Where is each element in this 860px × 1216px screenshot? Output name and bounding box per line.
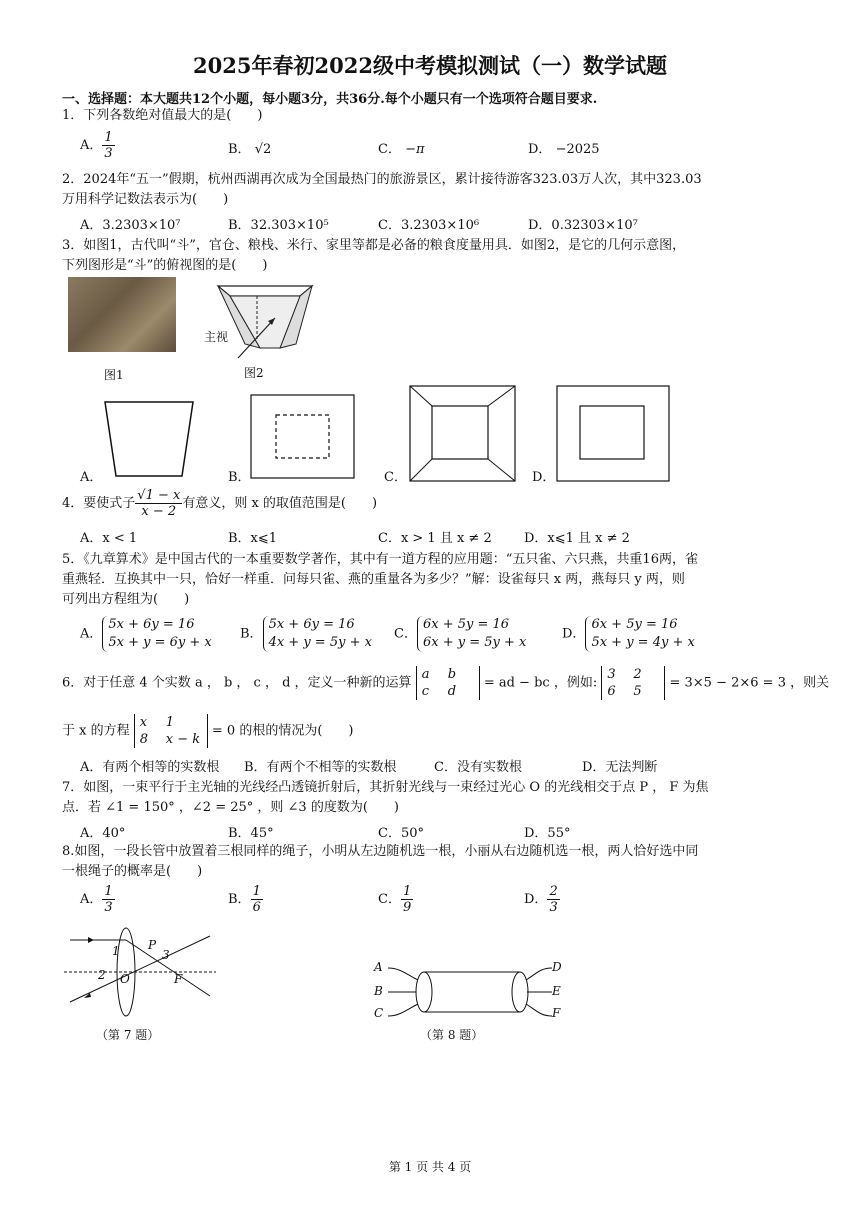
q3-stem-1: 3．如图1，古代叫“斗”，官仓、粮栈、米行、家里等都是必备的粮食度量用具．如图2，是它的几何示意图，: [62, 238, 686, 253]
label-f: F: [174, 972, 183, 986]
label-p: P: [148, 938, 157, 952]
label-a: A: [374, 960, 383, 974]
q8-option-b: B． $\frac{1}{6}$: [228, 884, 261, 915]
q6-option-c: C．没有实数根: [434, 760, 522, 775]
q7-stem-2: 点．若 ∠1 = 150° ，∠2 = 25° ，则 ∠3 的度数为( ): [62, 800, 399, 815]
q3-stem-2: 下列图形是“斗”的俯视图的是( ): [62, 258, 268, 273]
q6-stem-1: 6．对于任意 4 个实数 a ， b ， c ， d ，定义一种新的运算 a b c d = ad − bc ，例如: 3 2 6 5 = 3×5 − 2×6 = 3 ，则关: [62, 667, 830, 699]
label-o: O: [120, 972, 130, 986]
fig8-caption: （第 8 题）: [420, 1028, 484, 1042]
q1-stem: 1．下列各数绝对值最大的是( ): [62, 108, 263, 123]
dou-geometry-figure: [200, 278, 320, 373]
q4-option-d: D．x⩽1 且 x ≠ 2: [524, 531, 630, 546]
q7-option-a: A．40°: [80, 826, 126, 841]
q4-stem: 4．要使式子 $\frac{√1 - x}{x - 2}$ 有意义，则 x 的取值范围是( ): [62, 488, 378, 519]
q1-option-c: C． −π: [378, 142, 425, 157]
label-c: C: [374, 1006, 384, 1020]
q3-option-b: B．: [228, 470, 251, 485]
q5-option-b: B．5x + 6y = 16 4x + y = 5y + x: [240, 617, 372, 650]
q5-option-d: D．6x + 5y = 16 5x + y = 4y + x: [562, 617, 695, 650]
q4-option-c: C．x > 1 且 x ≠ 2: [378, 531, 492, 546]
q6-stem-2: 于 x 的方程 x 1 8 x − k = 0 的根的情况为( ): [62, 715, 354, 747]
q2-stem-2: 万用科学记数法表示为( ): [62, 192, 229, 207]
page-footer: 第 1 页 共 4 页: [388, 1160, 472, 1174]
q5-stem-3: 可列出方程组为( ): [62, 592, 190, 607]
label-d: D: [552, 960, 562, 974]
q3-option-b-figure: [248, 392, 358, 482]
label-f2: F: [552, 1006, 561, 1020]
page-title: 2025年春初2022级中考模拟测试（一）数学试题: [193, 53, 667, 78]
q1-option-b: B． √2: [228, 142, 272, 157]
q4-option-b: B．x⩽1: [228, 531, 278, 546]
tube-with-ropes: [388, 958, 552, 1028]
fig1-label: 图1: [104, 368, 124, 382]
q7-option-c: C．50°: [378, 826, 424, 841]
q2-option-b: B．32.303×10⁵: [228, 218, 329, 233]
q8-stem-1: 8.如图，一段长管中放置着三根同样的绳子，小明从左边随机选一根，小丽从右边随机选一根，两人恰好选中同: [62, 844, 699, 859]
q2-option-d: D．0.32303×10⁷: [528, 218, 638, 233]
q2-option-a: A．3.2303×10⁷: [80, 218, 181, 233]
q2-option-c: C．3.2303×10⁶: [378, 218, 480, 233]
front-view-label: 主视: [204, 330, 229, 344]
q6-option-d: D．无法判断: [582, 760, 658, 775]
q8-option-c: C． $\frac{1}{9}$: [378, 884, 412, 915]
section-heading: 一、选择题：本大题共12个小题，每小题3分，共36分.每个小题只有一个选项符合题目要求.: [62, 92, 598, 107]
fig7-caption: （第 7 题）: [96, 1028, 160, 1042]
q5-stem-2: 重燕轻．互换其中一只，恰好一样重．问每只雀、燕的重量各为多少？”解：设雀每只 x 两，燕每只 y 两，则: [62, 572, 685, 587]
q8-option-d: D． $\frac{2}{3}$: [524, 884, 558, 915]
q3-option-d: D．: [532, 470, 556, 485]
q3-option-c-figure: [408, 384, 518, 484]
q1-option-d: D． −2025: [528, 142, 600, 157]
q7-option-d: D．55°: [524, 826, 571, 841]
q5-stem-1: 5．《九章算术》是中国古代的一本重要数学著作，其中有一道方程的应用题：“五只雀、六只燕，共重16两，雀: [62, 552, 698, 567]
q5-option-a: A．5x + 6y = 16 5x + y = 6y + x: [80, 617, 212, 650]
fig2-label: 图2: [244, 366, 264, 380]
q2-stem-1: 2．2024年“五一”假期，杭州西湖再次成为全国最热门的旅游景区，累计接待游客323.03万人次，其中323.03: [62, 172, 702, 187]
label-b: B: [374, 984, 383, 998]
q8-stem-2: 一根绳子的概率是( ): [62, 864, 203, 879]
q8-option-a: A． $\frac{1}{3}$: [80, 884, 113, 915]
q3-option-c: C．: [384, 470, 407, 485]
q3-option-a: A．: [80, 470, 103, 485]
q7-stem-1: 7．如图，一束平行于主光轴的光线经凸透镜折射后，其折射光线与一束经过光心 O 的光线相交于点 P ， F 为焦: [62, 780, 709, 795]
label-2: 2: [98, 968, 106, 982]
q6-option-b: B．有两个不相等的实数根: [244, 760, 397, 775]
q1-option-a: A． $\frac{1}{3}$: [80, 130, 113, 161]
label-1: 1: [112, 944, 120, 958]
q3-option-a-figure: [100, 398, 200, 480]
q7-option-b: B．45°: [228, 826, 274, 841]
q4-option-a: A．x < 1: [80, 531, 138, 546]
lens-diagram: [60, 924, 220, 1024]
label-e: E: [552, 984, 561, 998]
q6-option-a: A．有两个相等的实数根: [80, 760, 220, 775]
q3-option-d-figure: [555, 384, 671, 484]
q5-option-c: C．6x + 5y = 16 6x + y = 5y + x: [394, 617, 527, 650]
dou-photo: [68, 277, 176, 352]
label-3: 3: [162, 948, 170, 962]
